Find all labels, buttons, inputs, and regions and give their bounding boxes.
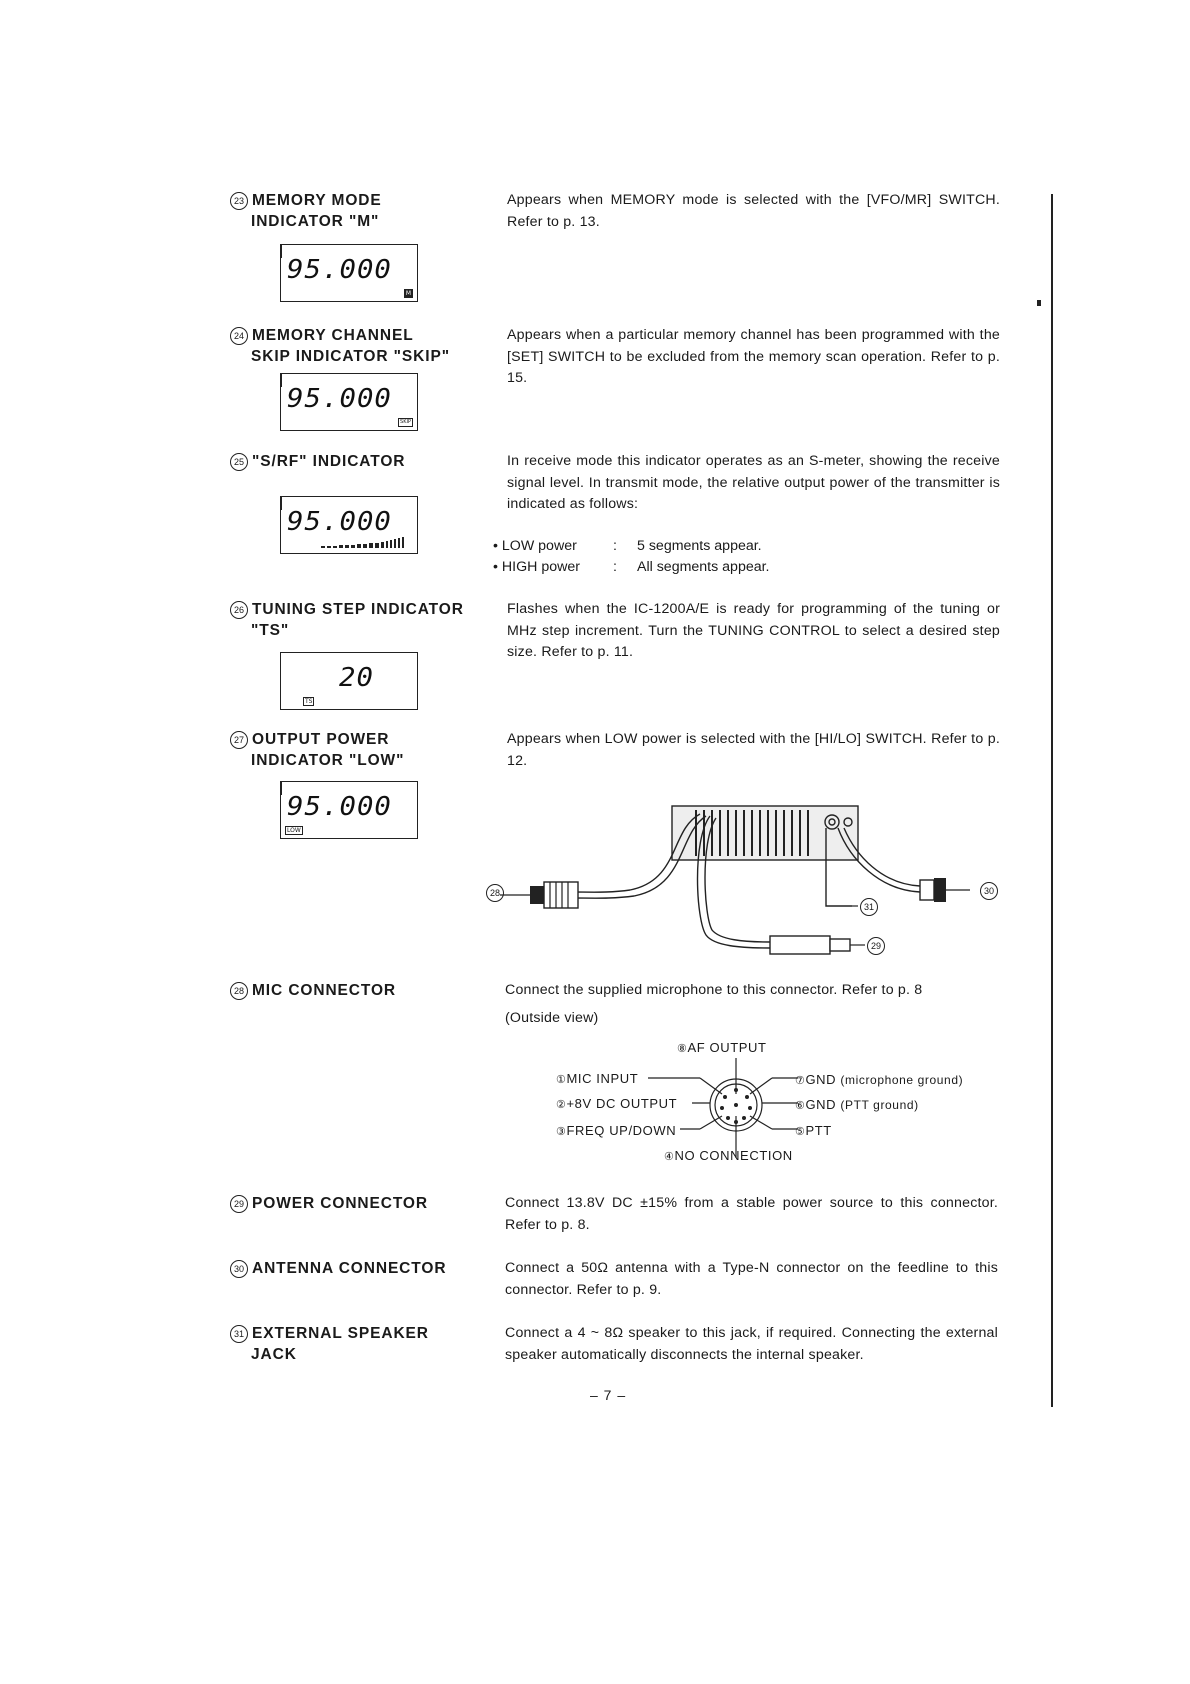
lcd-skip xyxy=(280,373,418,431)
skip-indicator-icon: SKIP xyxy=(400,419,411,425)
section-31-desc: Connect a 4 ~ 8Ω speaker to this jack, if required. Connecting the external speaker automatically disconnects the internal speaker. xyxy=(505,1325,998,1363)
section-26-heading: 26 TUNING STEP INDICATOR "TS" xyxy=(230,599,464,641)
lcd-step-value: 20 xyxy=(339,663,374,693)
lcd-tuning-step xyxy=(280,652,418,710)
margin-dot xyxy=(1037,300,1041,306)
section-27-desc: Appears when LOW power is selected with the [HI/LO] SWITCH. Refer to p. 12. xyxy=(507,731,1000,769)
pin-1-label: ①MIC INPUT xyxy=(556,1071,639,1086)
lcd-frequency: 95.000 xyxy=(287,384,392,414)
lcd-s-rf xyxy=(280,496,418,554)
callout-29: 29 xyxy=(867,937,885,955)
margin-rule xyxy=(1051,194,1053,1407)
section-29-heading: 29 POWER CONNECTOR xyxy=(230,1193,428,1214)
lcd-output-power xyxy=(280,781,418,839)
section-26-desc: Flashes when the IC-1200A/E is ready for programming of the tuning or MHz step increment. Turn the TUNING CONTROL to select a desired step size. Refer to p. 11. xyxy=(507,601,1000,660)
section-25-desc: In receive mode this indicator operates as an S-meter, showing the receive signal level. In transmit mode, the relative output power of the transmitter is indicated as follows: xyxy=(507,453,1000,512)
pin-8-label: ⑧AF OUTPUT xyxy=(677,1040,767,1055)
page-number: – 7 – xyxy=(590,1387,627,1403)
pin-5-label: ⑤PTT xyxy=(795,1123,832,1138)
section-23-heading: 23 MEMORY MODE INDICATOR "M" xyxy=(230,190,382,232)
section-30-heading: 30 ANTENNA CONNECTOR xyxy=(230,1258,446,1279)
section-25-heading: 25 "S/RF" INDICATOR xyxy=(230,451,405,472)
pin-3-label: ③FREQ UP/DOWN xyxy=(556,1123,677,1138)
power-level-row: • HIGH power : All segments appear. xyxy=(493,559,770,575)
section-24-heading: 24 MEMORY CHANNEL SKIP INDICATOR "SKIP" xyxy=(230,325,450,367)
section-23-desc: Appears when MEMORY mode is selected with the [VFO/MR] SWITCH. Refer to p. 13. xyxy=(507,192,1000,230)
section-28-heading: 28 MIC CONNECTOR xyxy=(230,980,396,1001)
callout-30: 30 xyxy=(980,882,998,900)
lcd-frequency: 95.000 xyxy=(287,255,392,285)
pin-6-label: ⑥GND (PTT ground) xyxy=(795,1097,919,1112)
pin-7-label: ⑦GND (microphone ground) xyxy=(795,1072,964,1087)
section-29-desc: Connect 13.8V DC ±15% from a stable power source to this connector. Refer to p. 8. xyxy=(505,1195,998,1233)
pin-4-label: ④NO CONNECTION xyxy=(664,1148,793,1163)
ts-indicator-icon: TS xyxy=(305,698,313,705)
lcd-frequency: 95.000 xyxy=(287,507,392,537)
section-30-desc: Connect a 50Ω antenna with a Type-N connector on the feedline to this connector. Refer to p. 9. xyxy=(505,1260,998,1298)
callout-28: 28 xyxy=(486,884,504,902)
memory-indicator-icon: M xyxy=(405,290,411,297)
callout-31: 31 xyxy=(860,898,878,916)
lcd-frequency: 95.000 xyxy=(287,792,392,822)
section-24-desc: Appears when a particular memory channel has been programmed with the [SET] SWITCH to be excluded from the memory scan operation. Refer to p. 15. xyxy=(507,327,1000,386)
section-28-desc: Connect the supplied microphone to this connector. Refer to p. 8 xyxy=(505,982,923,998)
s-meter-bar-icon xyxy=(321,537,413,549)
pin-2-label: ②+8V DC OUTPUT xyxy=(556,1096,678,1111)
section-31-heading: 31 EXTERNAL SPEAKER JACK xyxy=(230,1323,429,1365)
low-indicator-icon: LOW xyxy=(287,827,301,834)
mic-view-label: (Outside view) xyxy=(505,1010,599,1026)
rear-panel-diagram xyxy=(500,800,1010,965)
lcd-memory-mode xyxy=(280,244,418,302)
power-level-row: • LOW power : 5 segments appear. xyxy=(493,538,762,554)
section-27-heading: 27 OUTPUT POWER INDICATOR "LOW" xyxy=(230,729,404,771)
